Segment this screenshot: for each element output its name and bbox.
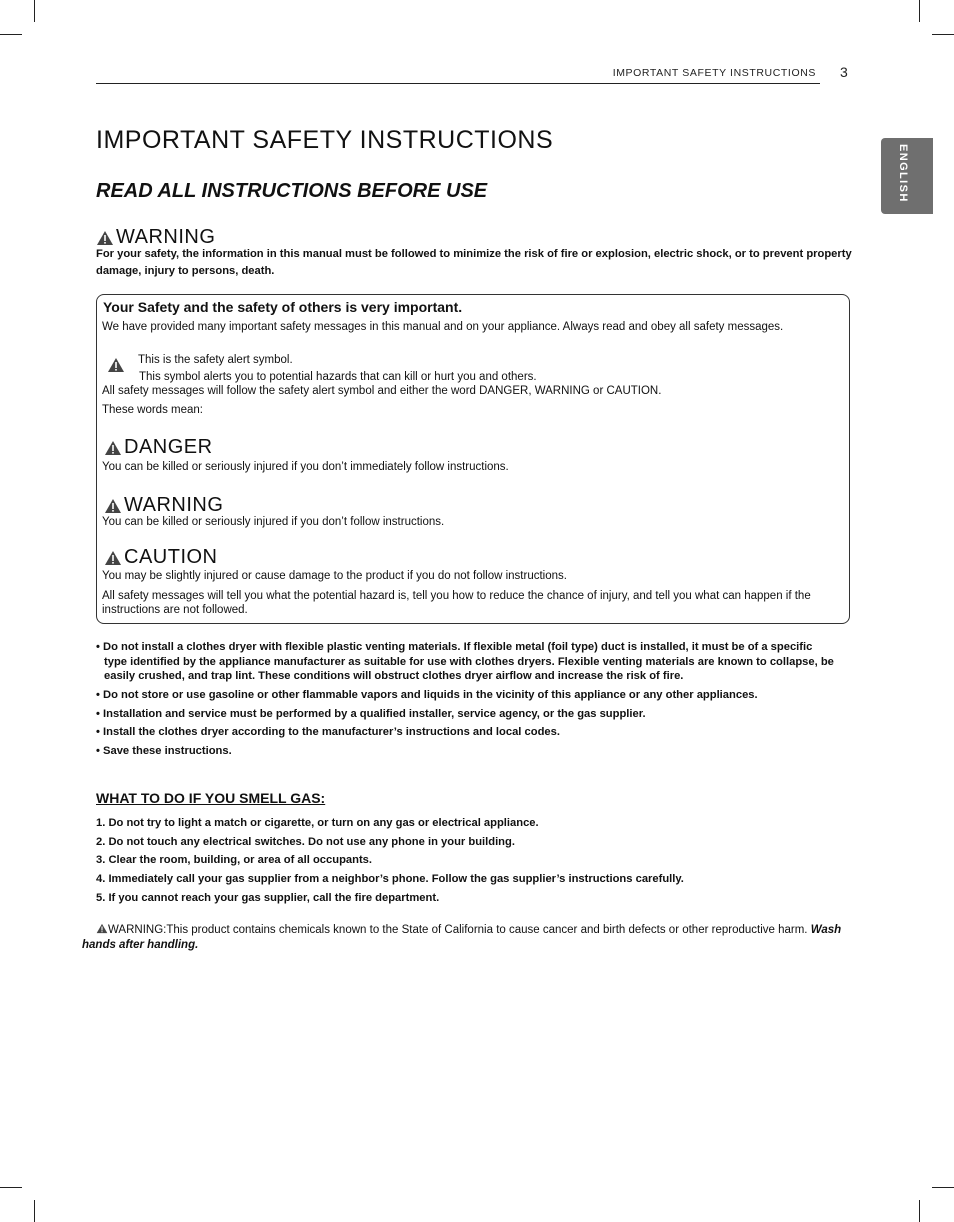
caution-label: CAUTION — [124, 546, 218, 568]
list-item: 5. If you cannot reach your gas supplier, call the fire department. — [96, 891, 440, 904]
prop65-label: WARNING: — [108, 924, 167, 936]
language-tab — [881, 138, 933, 214]
warning-label: WARNING — [124, 494, 224, 516]
crop-mark — [932, 1187, 954, 1188]
closing-text: All safety messages will tell you what the potential hazard is, tell you how to reduce the chance of injury, and tell you what can happen if the instructions are not followed. — [102, 590, 811, 616]
list-item: 4. Immediately call your gas supplier from a neighbor’s phone. Follow the gas supplier’s instructions carefully. — [96, 873, 684, 886]
list-item: • Installation and service must be performed by a qualified installer, service agency, or the gas supplier. — [96, 707, 646, 720]
safety-message-box — [96, 294, 850, 624]
installation-warnings-list — [96, 640, 836, 763]
danger-heading — [104, 436, 213, 459]
caution-heading — [104, 546, 218, 569]
list-item: 3. Clear the room, building, or area of all occupants. — [96, 854, 373, 867]
running-header-title: IMPORTANT SAFETY INSTRUCTIONS — [612, 67, 816, 79]
crop-mark — [0, 34, 22, 35]
warning-heading — [104, 494, 223, 517]
crop-mark — [932, 34, 954, 35]
warning-text: You can be killed or seriously injured if you don’t follow instructions. — [102, 516, 445, 528]
prop65-emphasis: Wash hands after handling. — [82, 924, 842, 951]
gas-section-title: WHAT TO DO IF YOU SMELL GAS: — [96, 790, 326, 806]
header-rule — [96, 83, 820, 84]
prop65-text: This product contains chemicals known to the State of California to cause cancer and birth defects or other reproductive harm. — [166, 924, 811, 936]
list-item: • Install the clothes dryer according to the manufacturer’s instructions and local codes. — [96, 726, 560, 739]
safety-alert-icon — [96, 230, 114, 246]
list-item: 1. Do not try to light a match or cigarette, or turn on any gas or electrical appliance. — [96, 817, 539, 829]
list-item: • Save these instructions. — [96, 745, 232, 758]
danger-text: You can be killed or seriously injured if you don’t immediately follow instructions. — [102, 461, 509, 473]
safety-box-title: Your Safety and the safety of others is very important. — [103, 299, 463, 315]
crop-mark — [34, 0, 35, 22]
page-title: IMPORTANT SAFETY INSTRUCTIONS — [96, 126, 554, 154]
list-item: 2. Do not touch any electrical switches. Do not use any phone in your building. — [96, 835, 515, 848]
top-warning-text: For your safety, the information in this manual must be followed to minimize the risk of fire or explosion, electric shock, or to prevent property damage, injury to persons, death. — [96, 248, 852, 277]
symbol-description-2: This symbol alerts you to potential hazards that can kill or hurt you and others. — [139, 371, 537, 383]
all-messages-text: All safety messages will follow the safety alert symbol and either the word DANGER, WARNING or CAUTION. — [102, 385, 662, 397]
crop-mark — [0, 1187, 22, 1188]
crop-mark — [919, 0, 920, 22]
page-subtitle: READ ALL INSTRUCTIONS BEFORE USE — [96, 180, 488, 202]
list-item: • Do not install a clothes dryer with flexible plastic venting materials. If flexible metal (foil type) duct is installed, it must be of a specific type identified by the appliance manufacturer as suitable for use with clothes dryers. Flexible venting materials are known to collapse, be easily crushed, and trap lint. These conditions will obstruct clothes dryer airflow and increase the risk of fire. — [96, 641, 834, 682]
crop-mark — [34, 1200, 35, 1222]
language-tab-label: ENGLISH — [897, 144, 909, 203]
safety-alert-icon — [104, 550, 122, 566]
top-warning-label: WARNING — [116, 226, 216, 248]
safety-alert-icon — [104, 440, 122, 456]
safety-alert-icon — [96, 923, 108, 934]
safety-alert-icon — [107, 357, 125, 373]
gas-steps-list — [96, 816, 684, 909]
prop65-warning — [82, 923, 842, 953]
crop-mark — [919, 1200, 920, 1222]
safety-box-intro: We have provided many important safety messages in this manual and on your appliance. Always read and obey all safety messages. — [102, 321, 784, 333]
words-mean-text: These words mean: — [102, 404, 203, 416]
page-number: 3 — [840, 64, 848, 80]
safety-alert-icon — [104, 498, 122, 514]
list-item: • Do not store or use gasoline or other flammable vapors and liquids in the vicinity of this appliance or any other appliances. — [96, 688, 758, 701]
danger-label: DANGER — [124, 436, 213, 458]
caution-text: You may be slightly injured or cause damage to the product if you do not follow instructions. — [102, 570, 567, 582]
symbol-description-1: This is the safety alert symbol. — [138, 354, 293, 366]
